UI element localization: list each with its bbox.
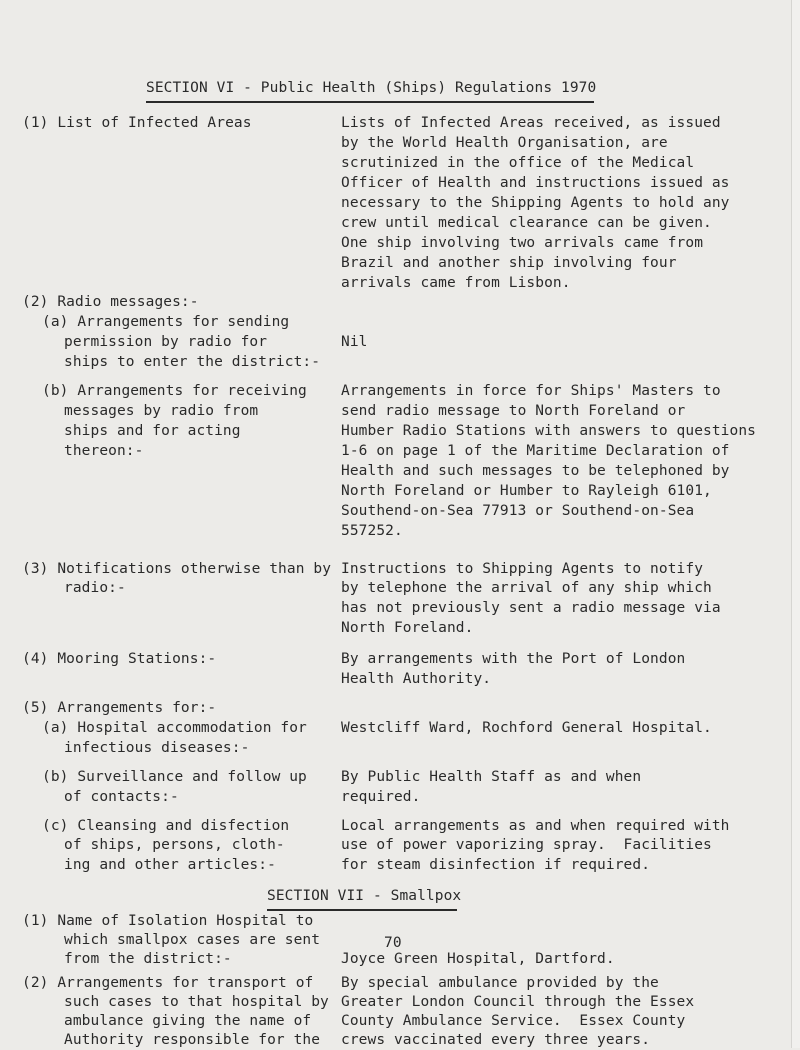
item-2b-line: Health and such messages to be telephoned by: [341, 462, 730, 479]
section-6-rule: [146, 101, 594, 103]
item-3-label: (3) Notifications otherwise than by: [22, 560, 332, 577]
item-2b-label: ships and for acting: [64, 422, 241, 439]
item-3-line: North Foreland.: [341, 620, 474, 637]
page-number: 70: [384, 935, 402, 952]
section-7-rule: [267, 909, 457, 911]
item-5c-line: Local arrangements as and when required with: [341, 817, 730, 834]
item-3-line: Instructions to Shipping Agents to notify: [341, 560, 704, 577]
item-5c-label: ing and other articles:-: [64, 857, 276, 874]
scan-edge: [791, 0, 800, 1048]
item-4-line: By arrangements with the Port of London: [341, 651, 686, 668]
s7-item-2-label: Authority responsible for the: [64, 1032, 321, 1048]
item-5b-line: By Public Health Staff as and when: [341, 768, 642, 785]
item-5a-label: infectious diseases:-: [64, 739, 250, 756]
item-2b-line: Arrangements in force for Ships' Masters to: [341, 383, 721, 400]
s7-item-1-label: (1) Name of Isolation Hospital to: [22, 913, 314, 929]
item-2b-label: (b) Arrangements for receiving: [42, 383, 307, 400]
item-2a-label: ships to enter the district:-: [64, 354, 321, 371]
s7-item-2-label: ambulance giving the name of: [64, 1013, 312, 1029]
item-5c-line: use of power vaporizing spray. Facilities: [341, 837, 712, 854]
item-2b-line: 557252.: [341, 522, 403, 539]
item-1-label: (1) List of Infected Areas: [22, 115, 252, 132]
item-4-line: Health Authority.: [341, 670, 492, 687]
item-2b-line: 1-6 on page 1 of the Maritime Declaration of: [341, 442, 730, 459]
item-2b-line: Humber Radio Stations with answers to questions: [341, 422, 756, 439]
item-2a-value: Nil: [341, 334, 368, 351]
item-2b-line: Southend-on-Sea 77913 or Southend-on-Sea: [341, 502, 695, 519]
item-1-line: scrutinized in the office of the Medical: [341, 155, 695, 172]
item-5c-label: of ships, persons, cloth-: [64, 837, 285, 854]
s7-item-2-line: County Ambulance Service. Essex County: [341, 1013, 686, 1029]
s7-item-1-value: Joyce Green Hospital, Dartford.: [341, 951, 615, 967]
item-1-line: arrivals came from Lisbon.: [341, 274, 571, 291]
item-2b-line: North Foreland or Humber to Rayleigh 6101,: [341, 482, 712, 499]
item-2-label: (2) Radio messages:-: [22, 294, 199, 311]
item-2b-label: messages by radio from: [64, 403, 259, 420]
section-6-heading: SECTION VI - Public Health (Ships) Regulations 1970: [146, 80, 597, 96]
item-5b-label: (b) Surveillance and follow up: [42, 768, 307, 785]
item-5c-line: for steam disinfection if required.: [341, 857, 651, 874]
s7-item-2-line: By special ambulance provided by the: [341, 975, 659, 991]
item-5b-line: required.: [341, 788, 421, 805]
item-1-line: necessary to the Shipping Agents to hold any: [341, 194, 730, 211]
item-2a-label: (a) Arrangements for sending: [42, 314, 290, 331]
item-5a-label: (a) Hospital accommodation for: [42, 719, 307, 736]
item-3-label: radio:-: [64, 580, 126, 597]
item-5c-label: (c) Cleansing and disfection: [42, 817, 290, 834]
section-7-heading: SECTION VII - Smallpox: [267, 888, 462, 905]
item-1-line: Brazil and another ship involving four: [341, 254, 677, 271]
item-5b-label: of contacts:-: [64, 788, 179, 805]
item-1-line: crew until medical clearance can be given.: [341, 214, 712, 231]
item-1-line: Officer of Health and instructions issued as: [341, 175, 730, 192]
item-1-line: One ship involving two arrivals came from: [341, 234, 704, 251]
s7-item-2-label: (2) Arrangements for transport of: [22, 975, 314, 991]
s7-item-2-line: Greater London Council through the Essex: [341, 994, 695, 1010]
item-3-line: has not previously sent a radio message via: [341, 600, 721, 617]
item-2b-line: send radio message to North Foreland or: [341, 403, 686, 420]
item-2a-label: permission by radio for: [64, 334, 268, 351]
s7-item-2-line: crews vaccinated every three years.: [341, 1032, 651, 1048]
s7-item-1-label: from the district:-: [64, 951, 232, 967]
s7-item-1-label: which smallpox cases are sent: [64, 932, 321, 948]
item-2b-label: thereon:-: [64, 442, 144, 459]
item-1-line: Lists of Infected Areas received, as issued: [341, 115, 721, 132]
item-1-line: by the World Health Organisation, are: [341, 135, 668, 152]
s7-item-2-label: such cases to that hospital by: [64, 994, 329, 1010]
item-5-label: (5) Arrangements for:-: [22, 699, 217, 716]
item-5a-value: Westcliff Ward, Rochford General Hospital.: [341, 719, 712, 736]
item-3-line: by telephone the arrival of any ship which: [341, 580, 712, 597]
item-4-label: (4) Mooring Stations:-: [22, 651, 217, 668]
